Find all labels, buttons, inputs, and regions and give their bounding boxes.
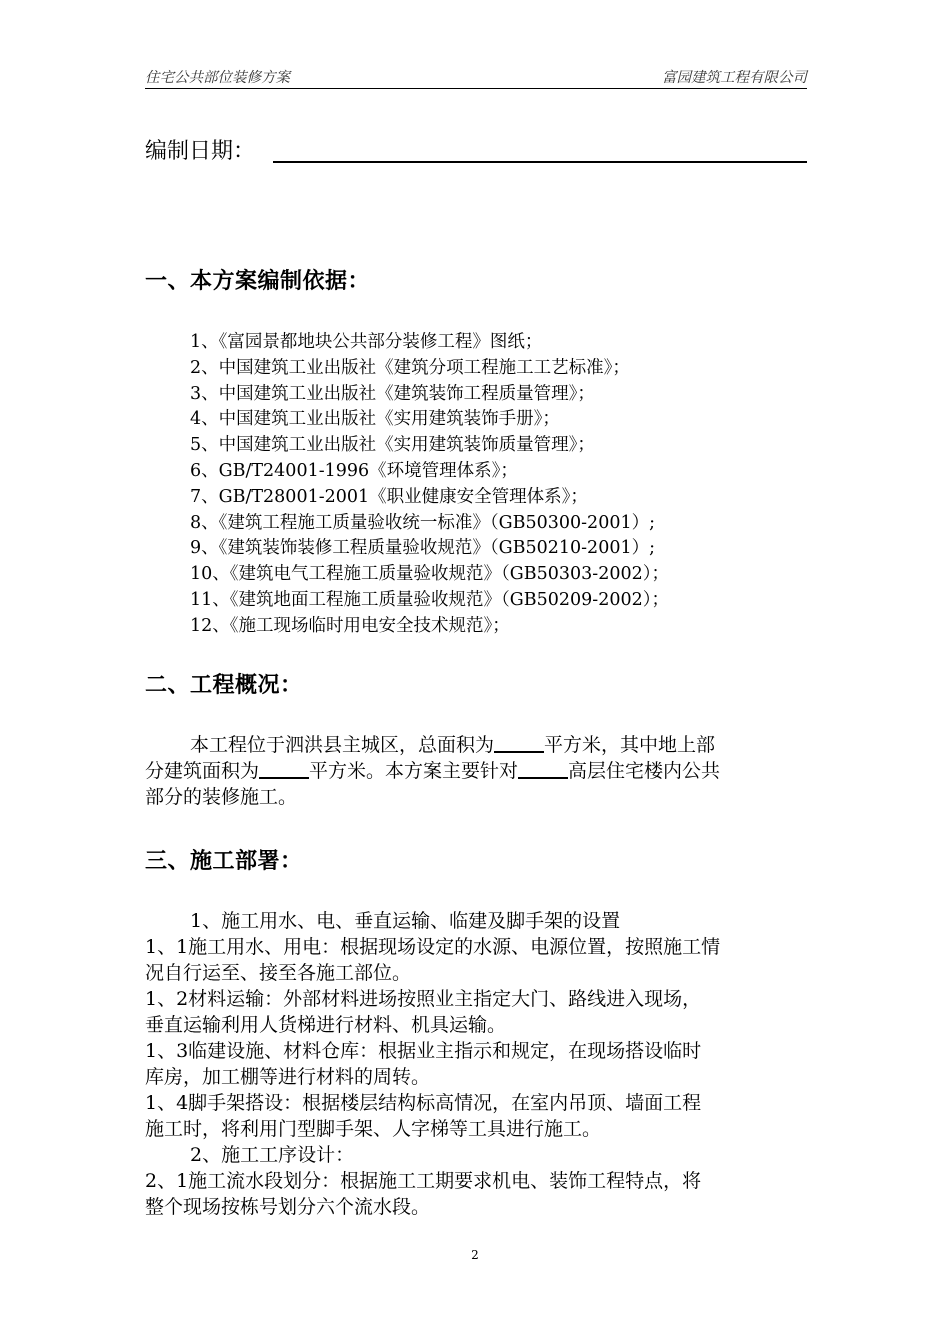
text-line: 2、1施工流水段划分：根据施工工期要求机电、装饰工程特点，将: [145, 1170, 702, 1192]
list-item: 6、GB/T24001-1996《环境管理体系》；: [190, 460, 518, 481]
page-header: [145, 66, 807, 89]
header-company: 富园建筑工程有限公司: [662, 70, 807, 86]
section2-heading: 二、工程概况：: [145, 673, 303, 698]
project-overview-paragraph: 本工程位于泗洪县主城区，总面积为 平方米，其中地上部 分建筑面积为 平方米。本方案主要针对 高层住宅楼内公共 部分的装修施工。: [145, 734, 721, 808]
list-item: 12、《施工现场临时用电安全技术规范》；: [190, 615, 510, 636]
area-blank: [494, 733, 544, 753]
compile-date-blank-line: [273, 161, 807, 163]
list-item: 5、中国建筑工业出版社《实用建筑装饰质量管理》；: [190, 435, 595, 456]
list-item: 3、中国建筑工业出版社《建筑装饰工程质量管理》；: [190, 383, 595, 404]
building-blank: [518, 759, 568, 779]
page-number: 2: [471, 1248, 479, 1262]
section1-heading: 一、本方案编制依据：: [145, 269, 371, 294]
list-item: 4、中国建筑工业出版社《实用建筑装饰手册》；: [190, 409, 560, 430]
above-ground-area-blank: [259, 759, 309, 779]
text-line: 垂直运输利用人货梯进行材料、机具运输。: [145, 1014, 507, 1036]
text-line: 1、施工用水、电、垂直运输、临建及脚手架的设置: [190, 910, 621, 932]
basis-list: [190, 330, 669, 640]
list-item: 10、《建筑电气工程施工质量验收规范》（GB50303-2002）；: [190, 564, 669, 585]
text-line: 1、3临建设施、材料仓库：根据业主指示和规定，在现场搭设临时: [145, 1040, 702, 1062]
text-line: 况自行运至、接至各施工部位。: [145, 962, 412, 984]
text-line: 1、2材料运输：外部材料进场按照业主指定大门、路线进入现场，: [145, 988, 702, 1010]
list-item: 7、GB/T28001-2001《职业健康安全管理体系》；: [190, 486, 588, 507]
compile-date-row: [145, 134, 807, 166]
text-line: 库房，加工棚等进行材料的周转。: [145, 1066, 431, 1088]
list-item: 8、《建筑工程施工质量验收统一标准》（GB50300-2001）;: [190, 512, 655, 533]
header-title: 住宅公共部位装修方案: [145, 70, 290, 86]
text-line: 2、施工工序设计：: [190, 1144, 355, 1166]
construction-deployment-paragraph: [145, 908, 810, 1220]
list-item: 9、《建筑装饰装修工程质量验收规范》（GB50210-2001）;: [190, 538, 655, 559]
section3-heading: 三、施工部署：: [145, 849, 303, 874]
text-line: 1、4脚手架搭设：根据楼层结构标高情况，在室内吊顶、墙面工程: [145, 1092, 702, 1114]
list-item: 2、中国建筑工业出版社《建筑分项工程施工工艺标准》；: [190, 357, 630, 378]
compile-date-label: 编制日期：: [145, 139, 256, 164]
list-item: 1、《富园景都地块公共部分装修工程》图纸；: [190, 332, 543, 352]
text-line: 施工时，将利用门型脚手架、人字梯等工具进行施工。: [145, 1118, 602, 1140]
text-line: 整个现场按栋号划分六个流水段。: [145, 1196, 431, 1218]
list-item: 11、《建筑地面工程施工质量验收规范》（GB50209-2002）；: [190, 589, 669, 610]
text-line: 1、1施工用水、用电：根据现场设定的水源、电源位置，按照施工情: [145, 936, 721, 958]
